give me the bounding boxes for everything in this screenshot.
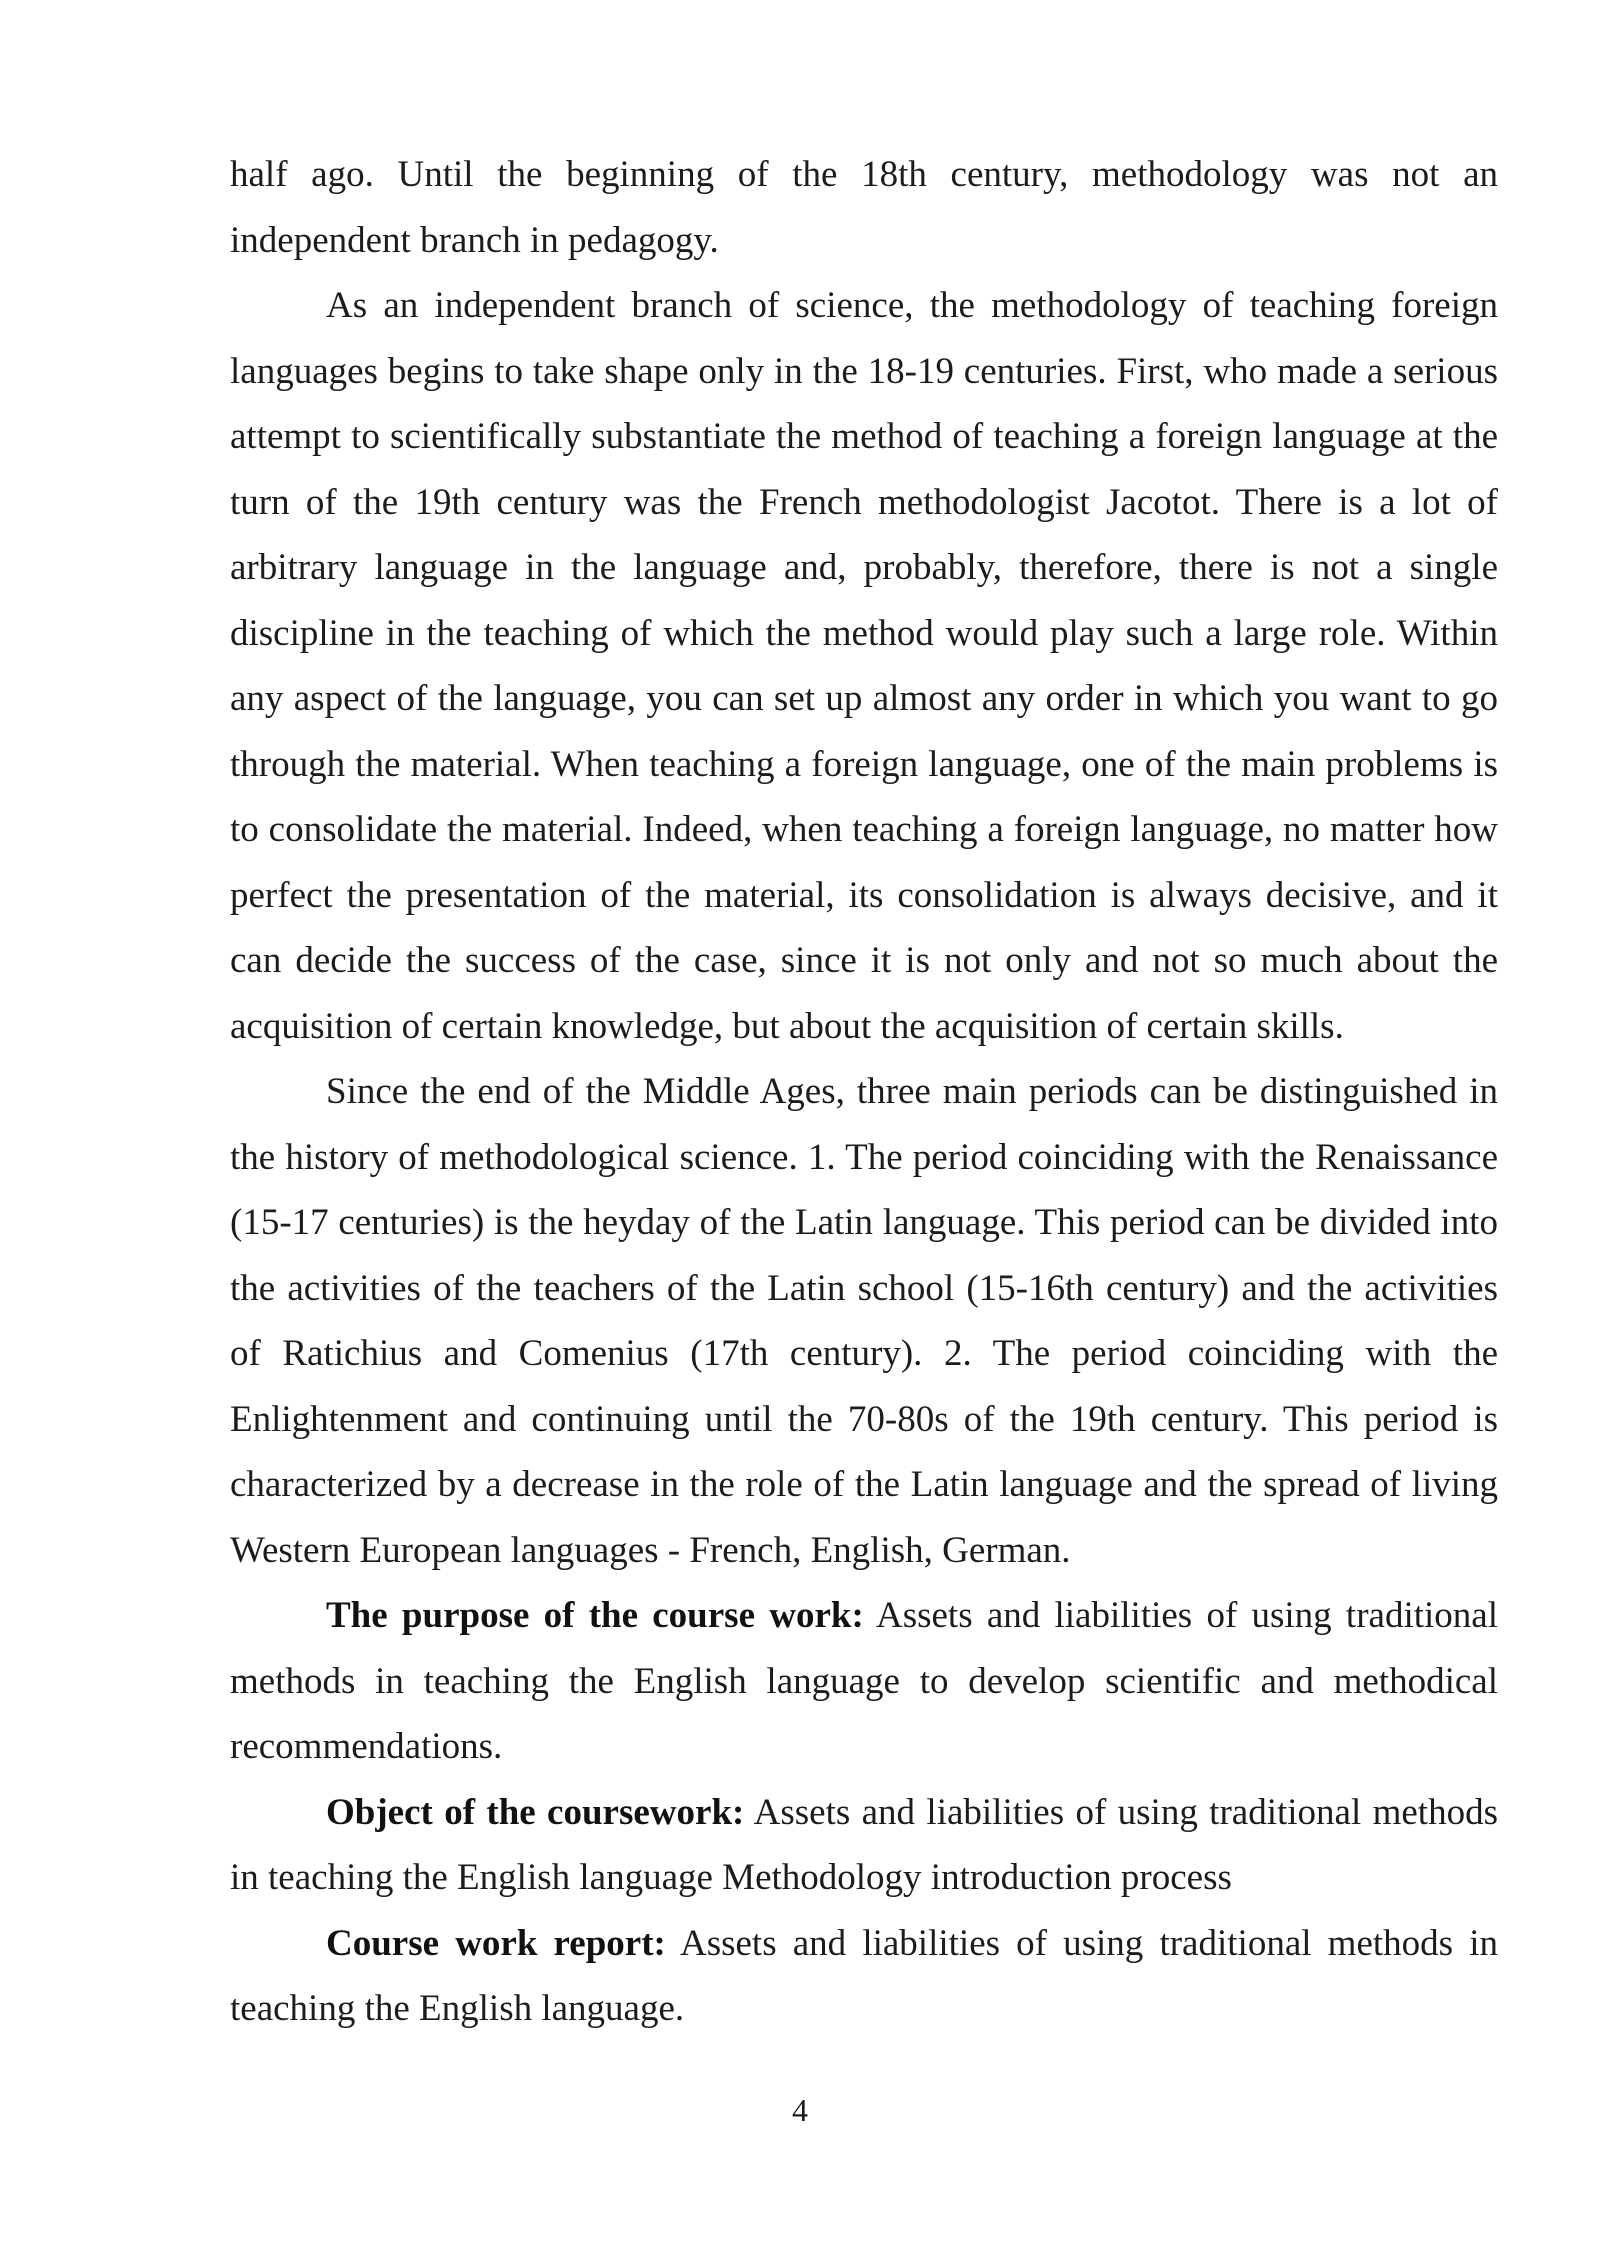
- paragraph-periods: [230, 1059, 1498, 1583]
- purpose-text: Assets and liabilities of using traditional methods in teaching the English language to develop scientific and methodical recommendations.: [230, 1595, 1498, 1767]
- purpose-label: The purpose of the course work:: [326, 1595, 864, 1636]
- body-text: [230, 142, 1498, 2042]
- paragraph-methodology-history: [230, 273, 1498, 1059]
- paragraph-text: Since the end of the Middle Ages, three main periods can be distinguished in the history of methodological science. 1. The period coinciding with the Renaissance (15-17 centuries) is the heyday of the Latin language. This period can be divided into the activities of the teachers of the Latin school (15-16th century) and the activities of Ratichius and Comenius (17th century). 2. The period coinciding with the Enlightenment and continuing until the 70-80s of the 19th century. This period is characterized by a decrease in the role of the Latin language and the spread of living Western European languages - French, English, German.: [230, 1071, 1498, 1571]
- paragraph-continuation: [230, 142, 1498, 273]
- object-label: Object of the coursework:: [326, 1791, 745, 1833]
- page-number: 4: [792, 2092, 808, 2128]
- paragraph-report: [230, 1911, 1498, 2042]
- object-text: Assets and liabilities of using traditional methods in teaching the English language Methodology introduction process: [230, 1791, 1498, 1898]
- report-label: Course work report:: [326, 1922, 666, 1964]
- paragraph-text: As an independent branch of science, the methodology of teaching foreign languages begins to take shape only in the 18-19 centuries. First, who made a serious attempt to scientifically substantiate the method of teaching a foreign language at the turn of the 19th century was the French methodologist Jacotot. There is a lot of arbitrary language in the language and, probably, therefore, there is not a single discipline in the teaching of which the method would play such a large role. Within any aspect of the language, you can set up almost any order in which you want to go through the material. When teaching a foreign language, one of the main problems is to consolidate the material. Indeed, when teaching a foreign language, no matter how perfect the presentation of the material, its consolidation is always decisive, and it can decide the success of the case, since it is not only and not so much about the acquisition of certain knowledge, but about the acquisition of certain skills.: [230, 285, 1498, 1047]
- report-text: Assets and liabilities of using traditional methods in teaching the English language.: [230, 1922, 1498, 2029]
- paragraph-object: [230, 1780, 1498, 1911]
- paragraph-purpose: [230, 1583, 1498, 1780]
- paragraph-text: half ago. Until the beginning of the 18th century, methodology was not an independent branch in pedagogy.: [230, 154, 1498, 261]
